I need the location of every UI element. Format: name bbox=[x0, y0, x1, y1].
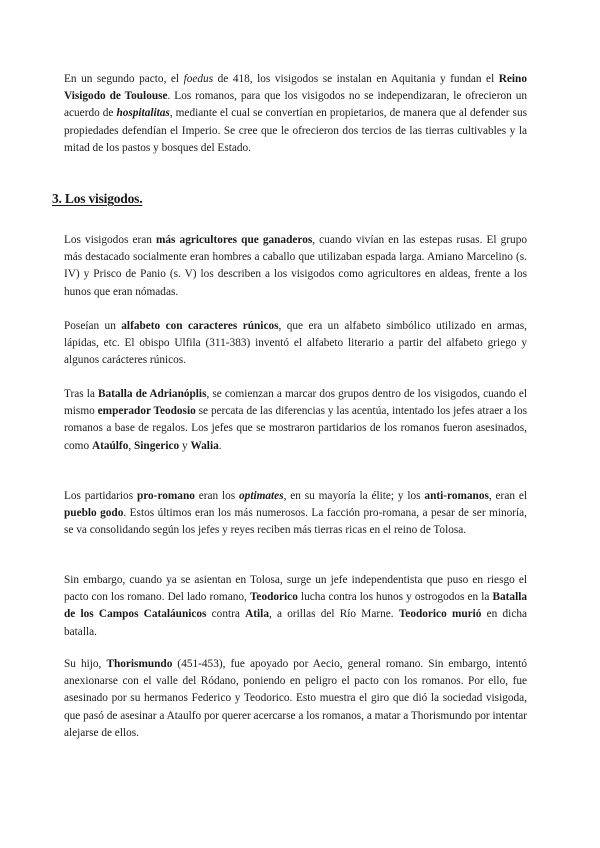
text-run: , cuando vivían en las estepas rusas. El grupo más destacado socialmente eran hombres a caballo que utilizaban espada larga. Amiano Marcelino (s. IV) y Prisco de Panio (s. V) los describen a los visigodos como agricultores en aldeas, frente a los hunos que eran nómadas. bbox=[64, 234, 527, 298]
bold-italic-term: optimates bbox=[239, 490, 284, 502]
text-run: Poseían un bbox=[64, 320, 122, 332]
text-run: Los visigodos eran bbox=[64, 234, 156, 246]
bold-term: Ataúlfo bbox=[91, 439, 129, 452]
section-heading: 3. Los visigodos. bbox=[52, 191, 143, 206]
text-run: en dicha batalla. bbox=[64, 608, 528, 638]
text-run: Los partidarios bbox=[64, 490, 137, 502]
bold-term: Singerico bbox=[134, 439, 180, 452]
text-run: (451-453), fue apoyado por Aecio, general romano. Sin embargo, intentó anexionarse con el valle del Ródano, poniendo en peligro el pacto con los romanos. Por ello, fue asesinado por su hermanos Federico y Teodorico. Esto muestra el giro que dió la sociedad visigoda, que pasó de asesinar a Ataulfo por querer acercarse a los romanos, a matar a Thorismundo por intentar alejarse de ellos. bbox=[64, 658, 527, 739]
text-run: , a orillas del Río Marne. bbox=[268, 608, 399, 621]
text-run: . bbox=[218, 439, 222, 452]
paragraph-adrianopolis bbox=[64, 386, 527, 455]
text-run: En un segundo pacto, el bbox=[64, 73, 184, 85]
intro-paragraph bbox=[64, 71, 527, 157]
bold-term: alfabeto con caracteres rúnicos bbox=[121, 320, 279, 332]
text-run: y bbox=[179, 439, 191, 452]
bold-term: Teodorico bbox=[249, 591, 298, 604]
text-run: , bbox=[128, 439, 134, 452]
bold-term: Thorismundo bbox=[106, 658, 173, 670]
text-run: , en su mayoría la élite; y los bbox=[283, 490, 425, 502]
bold-term: pueblo godo bbox=[64, 507, 124, 520]
text-run: Su hijo, bbox=[64, 658, 107, 670]
text-run: , que era un alfabeto simbólico utilizado en armas, lápidas, etc. El obispo Ulfila (311-383) inventó el alfabeto literario a partir del alfabeto griego y algunos carácteres rúnicos. bbox=[64, 320, 527, 367]
text-run: , se comienzan a marcar dos grupos dentro de los visigodos, cuando el mismo bbox=[64, 388, 527, 418]
italic-term-foedus: foedus bbox=[183, 73, 214, 85]
bold-term: Teodorico murió bbox=[398, 608, 482, 621]
text-run: , mediante el cual se convertían en propietarios, de manera que al defender sus propiedades defendían el Imperio. Se cree que le ofrecieron dos tercios de las tierras cultivables y la mitad de los pastos y bosques del Estado. bbox=[64, 107, 527, 154]
text-run: . Estos últimos eran los más numerosos. La facción pro-romana, a pesar de ser minoría, se va consolidando según los jefes y reyes reciben más tierras ricas en el reino de Tolosa. bbox=[64, 507, 528, 537]
paragraph-agricultores bbox=[64, 232, 527, 301]
paragraph-thorismundo bbox=[64, 656, 527, 742]
paragraph-tolosa bbox=[64, 572, 527, 641]
paragraph-partidarios bbox=[64, 488, 527, 540]
bold-term-reino-visigodo: Reino Visigodo de Toulouse bbox=[64, 73, 527, 103]
bold-term: Batalla de los Campos Cataláunicos bbox=[64, 591, 527, 621]
bold-term: Atila bbox=[245, 608, 269, 621]
bold-italic-term-hospitalitas: hospitalitas bbox=[116, 107, 170, 120]
text-run: se percata de las diferencias y las acentúa, intentado los jefes atraer a los romanos a base de regalos. Los jefes que se mostraron partidarios de los romanos fueron asesinados, como bbox=[64, 405, 527, 452]
bold-term: anti-romanos bbox=[424, 490, 489, 502]
bold-term: pro-romano bbox=[136, 490, 195, 502]
paragraph-alfabeto bbox=[64, 318, 527, 370]
text-run: . Los romanos, para que los visigodos no se independizaran, le ofrecieron un acuerdo de bbox=[64, 90, 527, 120]
text-run: lucha contra los hunos y ostrogodos en la bbox=[297, 591, 493, 604]
bold-term: Walia bbox=[190, 439, 219, 452]
bold-term: emperador Teodosio bbox=[97, 405, 196, 418]
text-run: Sin embargo, cuando ya se asientan en Tolosa, surge un jefe independentista que puso en riesgo el pacto con los romano. Del lado romano, bbox=[64, 574, 527, 604]
text-run: eran los bbox=[194, 490, 240, 502]
text-run: , eran el bbox=[488, 490, 527, 502]
text-run: Tras la bbox=[64, 388, 98, 400]
text-run: de 418, los visigodos se instalan en Aquitania y fundan el bbox=[213, 73, 499, 85]
bold-term: más agricultores que ganaderos bbox=[156, 234, 313, 246]
bold-term: Batalla de Adrianóplis bbox=[97, 388, 207, 400]
text-run: contra bbox=[206, 608, 246, 621]
